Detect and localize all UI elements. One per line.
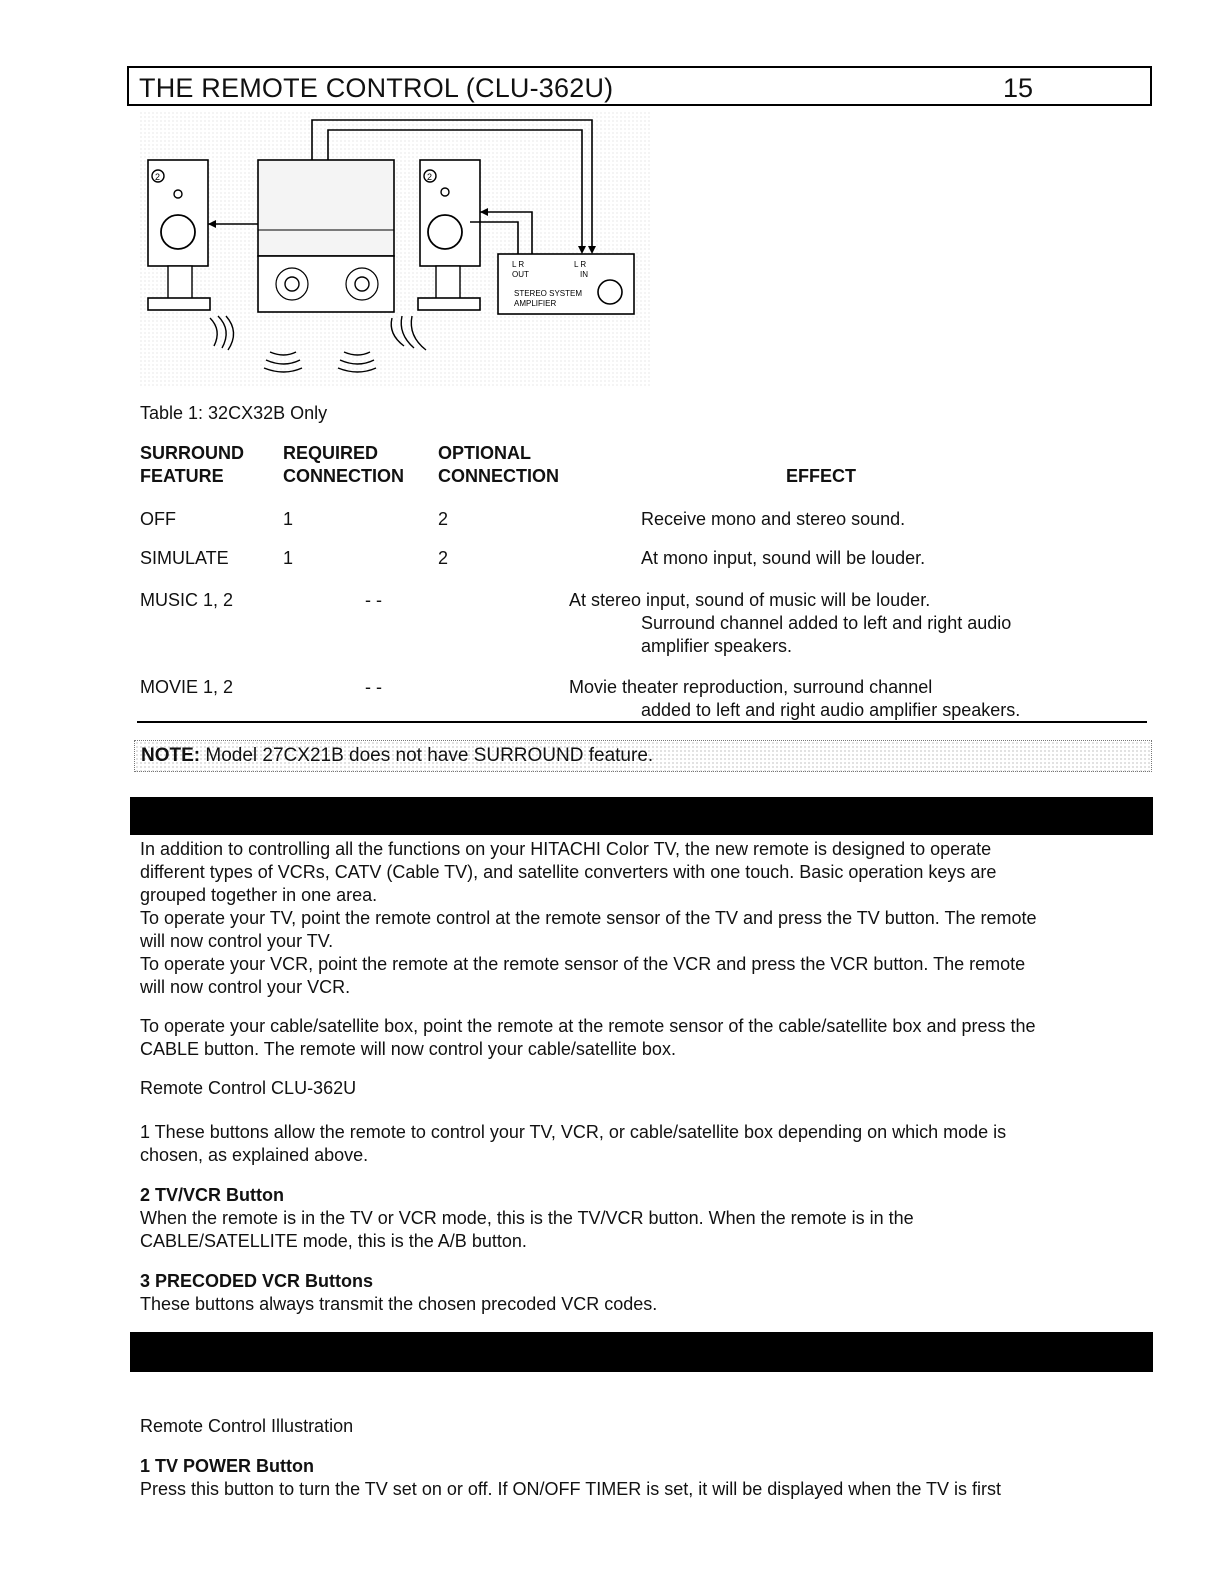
row-music-effect-line-3: amplifier speakers. [641,636,793,656]
right-speaker-mark: 2 [427,172,433,182]
row-music-feature: MUSIC 1, 2 [140,590,234,610]
section-bar-2 [130,1332,1153,1372]
row-simulate-effect: At mono input, sound will be louder. [641,548,926,568]
intro-line: To operate your VCR, point the remote at the remote sensor of the VCR and press the VCR button. The remote [140,954,1026,974]
table-bottom-rule [137,721,1147,723]
stereo-system-amplifier [498,254,634,314]
cable-line: CABLE button. The remote will now control your cable/satellite box. [140,1039,676,1059]
diagram-background [140,112,650,388]
note-line [141,745,653,767]
illustration-label [140,1415,1150,1438]
header-optional-line-2: CONNECTION [438,466,559,486]
section-bar-1 [130,797,1153,835]
page-number: 15 [1003,73,1034,103]
power-button-paragraph [140,1455,1150,1501]
row-movie-feature: MOVIE 1, 2 [140,677,234,697]
power-button-title: 1 TV POWER Button [140,1456,314,1476]
header-required-line-1: REQUIRED [283,443,379,463]
item-3-title: 3 PRECODED VCR Buttons [140,1271,374,1291]
remote-control-label [140,1077,1150,1100]
tv-set [258,160,394,312]
amp-out-lr-label: L R [512,260,525,269]
intro-line: will now control your VCR. [140,977,351,997]
amp-out-label: OUT [512,270,529,279]
table-header-optional [438,442,559,488]
header-feature-line-1: SURROUND [140,443,245,463]
surround-connection-diagram [140,112,650,388]
page-title: THE REMOTE CONTROL (CLU-362U) [139,73,614,103]
item-2-title: 2 TV/VCR Button [140,1185,284,1205]
row-movie-required: - - [365,677,382,697]
row-simulate-required: 1 [283,548,294,568]
intro-line: grouped together in one area. [140,885,378,905]
row-music-effect-line-2: Surround channel added to left and right audio [641,613,1012,633]
note-box [134,740,1152,772]
remote-control-label-text: Remote Control CLU-362U [140,1078,357,1098]
table-header-required [283,442,404,488]
table-header-feature [140,442,244,488]
item-2-line: CABLE/SATELLITE mode, this is the A/B button. [140,1231,527,1251]
intro-line: different types of VCRs, CATV (Cable TV), and satellite converters with one touch. Basic operation keys are [140,862,997,882]
left-speaker-mark: 2 [155,172,161,182]
item-1-line: chosen, as explained above. [140,1145,369,1165]
item-2-paragraph [140,1184,1150,1253]
amp-name-label-1: STEREO SYSTEM [514,289,583,298]
row-simulate-optional: 2 [438,548,449,568]
note-text: Model 27CX21B does not have SURROUND feature. [200,745,654,766]
amp-name-label-2: AMPLIFIER [514,299,557,308]
cable-paragraph [140,1015,1150,1061]
page-header [127,66,1152,106]
row-off-optional: 2 [438,509,449,529]
intro-paragraph [140,838,1150,999]
table-caption: Table 1: 32CX32B Only [140,403,328,423]
row-movie-effect-line-1: Movie theater reproduction, surround channel [569,677,933,697]
item-2-line: When the remote is in the TV or VCR mode, this is the TV/VCR button. When the remote is in the [140,1208,914,1228]
row-music-effect-line-1: At stereo input, sound of music will be louder. [569,590,931,610]
item-3-paragraph [140,1270,1150,1316]
item-1-paragraph [140,1121,1150,1167]
cable-line: To operate your cable/satellite box, point the remote at the remote sensor of the cable/satellite box and press the [140,1016,1036,1036]
row-music-required: - - [365,590,382,610]
item-3-line: These buttons always transmit the chosen precoded VCR codes. [140,1294,658,1314]
intro-line: In addition to controlling all the functions on your HITACHI Color TV, the new remote is designed to operate [140,839,992,859]
connection-diagram-svg [140,112,650,388]
header-required-line-2: CONNECTION [283,466,404,486]
power-button-line: Press this button to turn the TV set on or off. If ON/OFF TIMER is set, it will be displayed when the TV is first [140,1479,1002,1499]
amp-in-label: IN [580,270,588,279]
row-simulate-feature: SIMULATE [140,548,229,568]
illustration-label-text: Remote Control Illustration [140,1416,354,1436]
header-optional-line-1: OPTIONAL [438,443,531,463]
intro-line: To operate your TV, point the remote control at the remote sensor of the TV and press the TV button. The remote [140,908,1037,928]
row-off-effect: Receive mono and stereo sound. [641,509,906,529]
row-off-feature: OFF [140,509,176,529]
header-effect: EFFECT [786,466,856,486]
intro-line: will now control your TV. [140,931,334,951]
row-movie-effect-line-2: added to left and right audio amplifier speakers. [641,700,1021,720]
note-label: NOTE: [141,745,201,766]
row-off-required: 1 [283,509,294,529]
item-1-line: 1 These buttons allow the remote to control your TV, VCR, or cable/satellite box depending on which mode is [140,1122,1007,1142]
amp-in-lr-label: L R [574,260,587,269]
header-feature-line-2: FEATURE [140,466,224,486]
